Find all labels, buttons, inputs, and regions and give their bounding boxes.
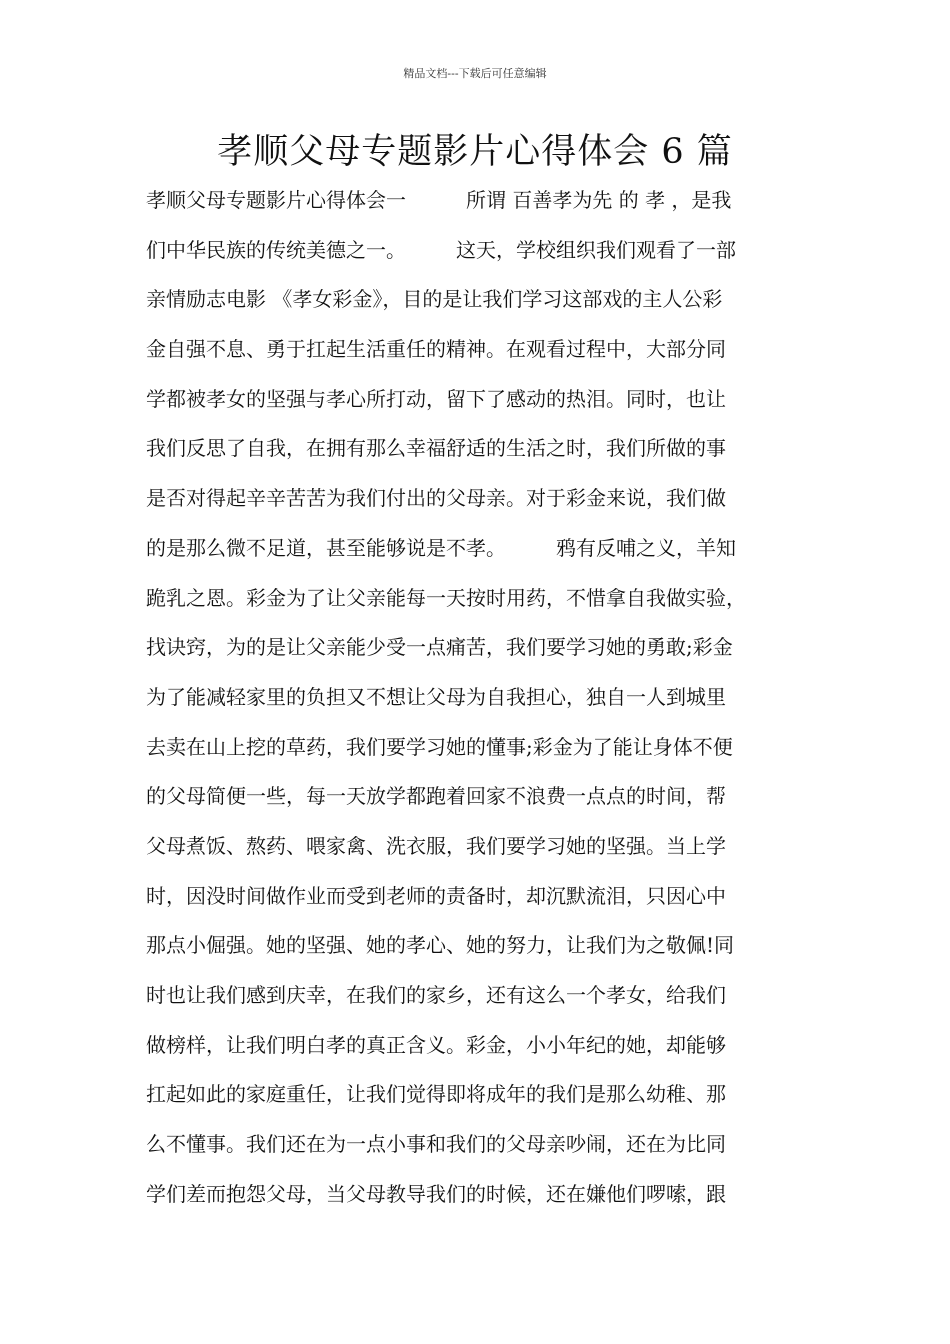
text-line: 做榜样，让我们明白孝的真正含义。彩金，小小年纪的她，却能够 bbox=[146, 1032, 726, 1057]
document-body bbox=[146, 178, 846, 1221]
text-line: 去卖在山上挖的草药，我们要学习她的懂事;彩金为了能让身体不便 bbox=[146, 734, 733, 759]
text-line: 时也让我们感到庆幸，在我们的家乡，还有这么一个孝女，给我们 bbox=[146, 983, 726, 1007]
text-line: 孝顺父母专题影片心得体会一 所谓 百善孝为先 的 孝 ，是我 bbox=[146, 188, 732, 212]
text-line: 我们反思了自我，在拥有那么幸福舒适的生活之时，我们所做的事 bbox=[146, 436, 726, 461]
text-line: 跪乳之恩。彩金为了让父亲能每一天按时用药，不惜拿自我做实验， bbox=[146, 585, 746, 610]
text-line: 们中华民族的传统美德之一。 这天，学校组织我们观看了一部 bbox=[146, 237, 736, 262]
text-line: 么不懂事。我们还在为一点小事和我们的父母亲吵闹，还在为比同 bbox=[146, 1132, 726, 1157]
document-title: 孝顺父母专题影片心得体会 6 篇 bbox=[217, 132, 733, 172]
text-line: 找诀窍，为的是让父亲能少受一点痛苦，我们要学习她的勇敢;彩金 bbox=[146, 635, 733, 660]
text-line: 时，因没时间做作业而受到老师的责备时，却沉默流泪，只因心中 bbox=[146, 883, 726, 908]
text-line: 为了能减轻家里的负担又不想让父母为自我担心，独自一人到城里 bbox=[146, 684, 726, 709]
text-line: 的父母简便一些，每一天放学都跑着回家不浪费一点点的时间，帮 bbox=[146, 784, 726, 809]
text-line: 学们差而抱怨父母，当父母教导我们的时候，还在嫌他们啰嗦，跟 bbox=[146, 1181, 726, 1206]
text-line: 金自强不息、勇于扛起生活重任的精神。在观看过程中，大部分同 bbox=[146, 337, 726, 362]
text-line: 亲情励志电影 《孝女彩金》，目的是让我们学习这部戏的主人公彩 bbox=[146, 287, 723, 312]
text-line: 扛起如此的家庭重任，让我们觉得即将成年的我们是那么幼稚、那 bbox=[146, 1082, 726, 1107]
text-line: 那点小倔强。她的坚强、她的孝心、她的努力，让我们为之敬佩!同 bbox=[146, 933, 735, 958]
text-line: 是否对得起辛辛苦苦为我们付出的父母亲。对于彩金来说，我们做 bbox=[146, 486, 726, 511]
header-note: 精品文档---下载后可任意编辑 bbox=[403, 67, 547, 80]
text-line: 学都被孝女的坚强与孝心所打动，留下了感动的热泪。同时，也让 bbox=[146, 386, 726, 411]
text-line: 父母煮饭、熬药、喂家禽、洗衣服，我们要学习她的坚强。当上学 bbox=[146, 833, 726, 858]
text-line: 的是那么微不足道，甚至能够说是不孝。 鸦有反哺之义，羊知 bbox=[146, 535, 736, 560]
